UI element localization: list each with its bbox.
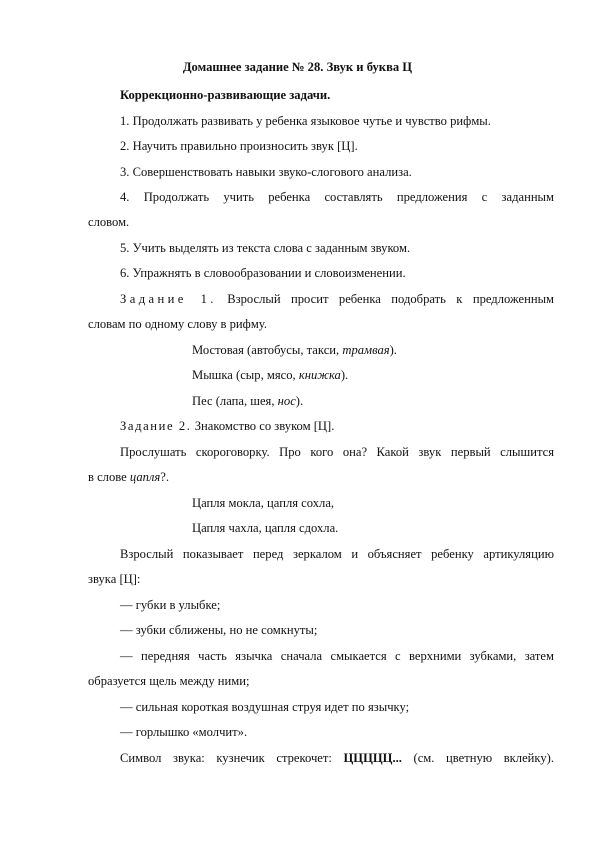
tasks-heading: Коррекционно-развивающие задачи. [120, 88, 331, 102]
task-5: 5. Учить выделять из текста слова с заданным звуком. [120, 241, 411, 255]
task-3: 3. Совершенствовать навыки звуко-слогового анализа. [120, 165, 412, 179]
articulation-item-1: — губки в улыбке; [120, 598, 221, 612]
exercise-2-prompt-cont: в слове цапля?. [88, 470, 170, 484]
articulation-item-3: — передняя часть язычка сначала смыкается с верхними зубками, затем [120, 649, 554, 663]
articulation-item-4: — сильная короткая воздушная струя идет по язычку; [120, 700, 410, 714]
task-4: 4. Продолжать учить ребенка составлять предложения с заданным [120, 190, 554, 204]
articulation-item-5: — горлышко «молчит». [120, 725, 248, 739]
sound-symbol: ЦЦЦЦЦ... [343, 751, 402, 765]
poem-line-1: Цапля мокла, цапля сохла, [192, 496, 335, 510]
exercise-2-text: Знакомство со звуком [Ц]. [191, 419, 335, 433]
exercise-1-text: Взрослый просит ребенка подобрать к предложенным [216, 292, 554, 306]
rhyme-2: Мышка (сыр, мясо, книжка). [192, 368, 349, 382]
exercise-1-line [120, 292, 554, 307]
exercise-1-label: Задание 1. [120, 292, 217, 306]
document-title: Домашнее задание № 28. Звук и буква Ц [182, 60, 413, 74]
poem-line-2: Цапля чахла, цапля сдохла. [192, 521, 339, 535]
articulation-item-3-cont: образуется щель между ними; [88, 674, 250, 688]
articulation-intro: Взрослый показывает перед зеркалом и объясняет ребенку артикуляцию [120, 547, 554, 561]
rhyme-1: Мостовая (автобусы, такси, трамвая). [192, 343, 397, 357]
exercise-2-label: Задание 2. [120, 419, 192, 433]
task-2: 2. Научить правильно произносить звук [Ц]. [120, 139, 358, 153]
task-1: 1. Продолжать развивать у ребенка языковое чутье и чувство рифмы. [120, 114, 491, 128]
exercise-2-line [120, 419, 334, 434]
exercise-2-prompt: Прослушать скороговорку. Про кого она? Какой звук первый слышится [120, 445, 554, 459]
articulation-intro-cont: звука [Ц]: [88, 572, 141, 586]
sound-symbol-line: Символ звука: кузнечик стрекочет: ЦЦЦЦЦ... (см. цветную вклейку). [120, 751, 554, 765]
exercise-1-text-cont: словам по одному слову в рифму. [88, 317, 267, 331]
articulation-item-2: — зубки сближены, но не сомкнуты; [120, 623, 318, 637]
rhyme-3: Пес (лапа, шея, нос). [192, 394, 304, 408]
task-6: 6. Упражнять в словообразовании и словоизменении. [120, 266, 406, 280]
task-4-cont: словом. [88, 215, 130, 229]
